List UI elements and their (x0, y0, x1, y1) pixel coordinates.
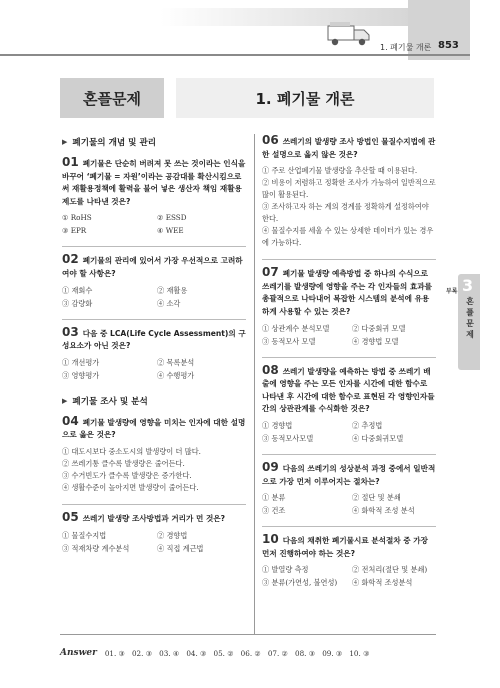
banner-title: 1. 폐기물 개론 (176, 78, 434, 118)
question-04 (62, 415, 246, 494)
question-number: 07 (262, 265, 279, 280)
option: ① 경향법 (262, 420, 293, 430)
question-separator (62, 246, 246, 247)
question-number: 01 (62, 155, 79, 169)
question-number: 08 (262, 362, 279, 377)
option: ③ 수거빈도가 클수록 발생량은 증가한다. (62, 470, 192, 480)
option: ② 재활용 (157, 285, 188, 295)
question-number: 06 (262, 133, 279, 147)
option: ② 추정법 (352, 420, 383, 430)
options (62, 212, 246, 236)
side-tab-number: 3 (462, 276, 474, 295)
option: ② 전처리(절단 및 분쇄) (352, 565, 428, 575)
question-03 (62, 326, 246, 381)
question-body: 폐기물 발생량에 영향을 미치는 인자에 대한 설명으로 옳은 것은? (62, 417, 246, 440)
question-body: 쓰레기 발생량을 예측하는 방법 중 쓰레기 배출에 영향을 주는 모든 인자를 시간에 대한 함수로 나타낸 후 시간에 대한 함수로 표현된 각 영향인자들 간의 상관관계를 수식화한 것은? (262, 366, 435, 414)
option: ④ 생활수준이 높아지면 발생량이 줄어든다. (62, 482, 199, 492)
options (262, 420, 436, 444)
option: ① 주로 산업폐기물 발생량을 추산할 때 이용된다. (262, 166, 418, 176)
page-number: 853 (438, 40, 459, 51)
answer-item: 05. ② (213, 648, 234, 658)
question-separator (262, 454, 436, 455)
question-body: 폐기물의 관리에 있어서 가장 우선적으로 고려하여야 할 사항은? (62, 256, 243, 278)
question-separator (262, 259, 436, 260)
question-number: 09 (262, 459, 279, 474)
question-text (262, 266, 436, 318)
option: ④ 소각 (157, 298, 181, 308)
answer-key (60, 648, 375, 658)
question-body: 다음의 채취한 폐기물시료 분석절차 중 가장 먼저 진행하여야 하는 것은? (262, 536, 428, 558)
question-07 (262, 266, 436, 346)
column-divider (254, 134, 255, 634)
question-number: 05 (62, 509, 79, 524)
question-02 (62, 253, 246, 308)
question-text (262, 461, 436, 488)
option: ② 비용이 저렴하고 정확한 조사가 가능하여 일반적으로 많이 활용된다. (262, 178, 436, 200)
question-text (262, 134, 436, 161)
question-text (62, 511, 246, 526)
answer-item: 01. ③ (104, 648, 125, 658)
question-body: 폐기물 발생량 예측방법 중 하나의 수식으로 쓰레기를 발생량에 영향을 주는 각 인자들의 효과를 총괄적으로 나타내어 복잡한 시스템의 분석에 유용하게 사용할 수 있는 것은? (262, 269, 432, 316)
question-01 (62, 156, 246, 236)
option: ③ 분류(가연성, 불연성) (262, 578, 338, 588)
question-number: 04 (62, 413, 79, 428)
question-text (62, 415, 246, 442)
answer-item: 09. ③ (322, 648, 343, 658)
question-10 (262, 533, 436, 588)
option: ④ 수행평가 (157, 370, 195, 380)
option: ② 다중회귀 모델 (352, 323, 406, 333)
options (262, 323, 436, 347)
triangle-bullet-icon: ▶ (62, 396, 68, 405)
section-heading-text: 폐기물의 개념 및 관리 (72, 138, 157, 148)
question-separator (62, 504, 246, 505)
question-body: 쓰레기의 발생량 조사 방법인 물질수지법에 관한 설명으로 옳지 않은 것은? (262, 137, 436, 159)
option: ① 대도시보다 중소도시의 발생량이 더 많다. (62, 446, 201, 456)
option: ④ WEE (157, 226, 184, 236)
side-tab-part: 부록 (446, 288, 458, 295)
header-gradient (160, 8, 410, 26)
question-separator (262, 357, 436, 358)
option: ④ 물질수지를 세울 수 있는 상세한 데이터가 있는 경우에 가능하다. (262, 226, 434, 248)
option: ② ESSD (157, 213, 187, 223)
option: ① 분류 (262, 493, 286, 503)
chapter-banner (60, 78, 434, 118)
question-09 (262, 461, 436, 516)
footer-rule (60, 634, 436, 635)
options (262, 165, 436, 249)
option: ② 쓰레기통 클수록 발생량은 줄어든다. (62, 458, 185, 468)
options (62, 530, 246, 554)
option: ① 상관계수 분석모델 (262, 323, 330, 333)
question-separator (262, 526, 436, 527)
question-06 (262, 134, 436, 249)
options (62, 357, 246, 381)
left-column (62, 134, 246, 564)
question-body: 다음의 쓰레기의 성상분석 과정 중에서 일반적으로 가장 먼저 이루어지는 절차는? (262, 463, 436, 486)
question-05 (62, 511, 246, 554)
answer-item: 04. ③ (186, 648, 207, 658)
answer-item: 07. ② (267, 648, 289, 658)
answer-label: Answer (60, 648, 97, 658)
answer-item: 08. ③ (295, 648, 316, 658)
option: ① 재회수 (62, 285, 93, 295)
option: ③ 건조 (262, 506, 286, 516)
truck-icon (326, 18, 372, 48)
option: ① 개선평가 (62, 357, 100, 367)
question-number: 02 (62, 252, 79, 267)
option: ② 목록분석 (157, 357, 195, 367)
option: ③ 적재차량 계수분석 (62, 543, 130, 553)
option: ① RoHS (62, 213, 92, 223)
right-column (262, 134, 436, 598)
answer-item: 03. ④ (159, 648, 180, 658)
section-heading-text: 폐기물 조사 및 분석 (72, 396, 148, 407)
question-text (62, 253, 246, 280)
question-08 (262, 364, 436, 444)
question-text (62, 326, 246, 353)
option: ① 물질수지법 (62, 530, 107, 540)
question-text (62, 156, 246, 208)
options (62, 446, 246, 494)
running-header-title: 1. 폐기물 개론 (380, 43, 432, 52)
section-heading (62, 136, 246, 148)
triangle-bullet-icon: ▶ (62, 138, 68, 146)
question-separator (62, 319, 246, 320)
question-text (262, 364, 436, 416)
options (62, 285, 246, 309)
option: ④ 화학적 조성 분석 (352, 506, 415, 516)
answer-item: 10. ③ (349, 648, 370, 658)
question-number: 03 (62, 324, 79, 339)
option: ③ 감량화 (62, 298, 93, 308)
section-heading (62, 395, 246, 407)
option: ④ 화학적 조성분석 (352, 578, 413, 588)
side-tab-label: 혼플문제 (466, 297, 474, 339)
option: ② 경향법 (157, 530, 188, 540)
question-body: 다음 중 LCA(Life Cycle Assessment)의 구성요소가 아닌 것은? (62, 328, 246, 351)
header-rule (0, 54, 470, 56)
option: ③ 동적모사모델 (262, 433, 314, 443)
options (262, 564, 436, 588)
question-body: 쓰레기 발생량 조사방법과 거리가 먼 것은? (82, 513, 226, 523)
option: ③ 조사하고자 하는 계의 경계를 정확하게 설정하여야 한다. (262, 202, 429, 224)
option: ① 발열량 측정 (262, 565, 309, 575)
question-body: 폐기물은 단순히 버려져 못 쓰는 것이라는 인식을 바꾸어 ‘폐기물 = 자원’이라는 공감대를 확산시킴으로써 재활용정책에 활력을 불어 넣은 생산자 책임 재활용제도를 나타낸 것은? (62, 159, 246, 206)
option: ④ 다중회귀모델 (352, 433, 404, 443)
question-number: 10 (262, 532, 279, 547)
option: ② 절단 및 분쇄 (352, 493, 401, 503)
answer-item: 02. ③ (131, 648, 153, 658)
options (262, 492, 436, 516)
option: ③ EPR (62, 226, 87, 236)
option: ④ 직접 계근법 (157, 543, 204, 553)
answer-item: 06. ② (240, 648, 261, 658)
option: ④ 경향법 모델 (352, 336, 399, 346)
option: ③ 동적모사 모델 (262, 336, 316, 346)
banner-label: 혼플문제 (60, 78, 170, 118)
option: ③ 영향평가 (62, 370, 100, 380)
question-text (262, 533, 436, 560)
